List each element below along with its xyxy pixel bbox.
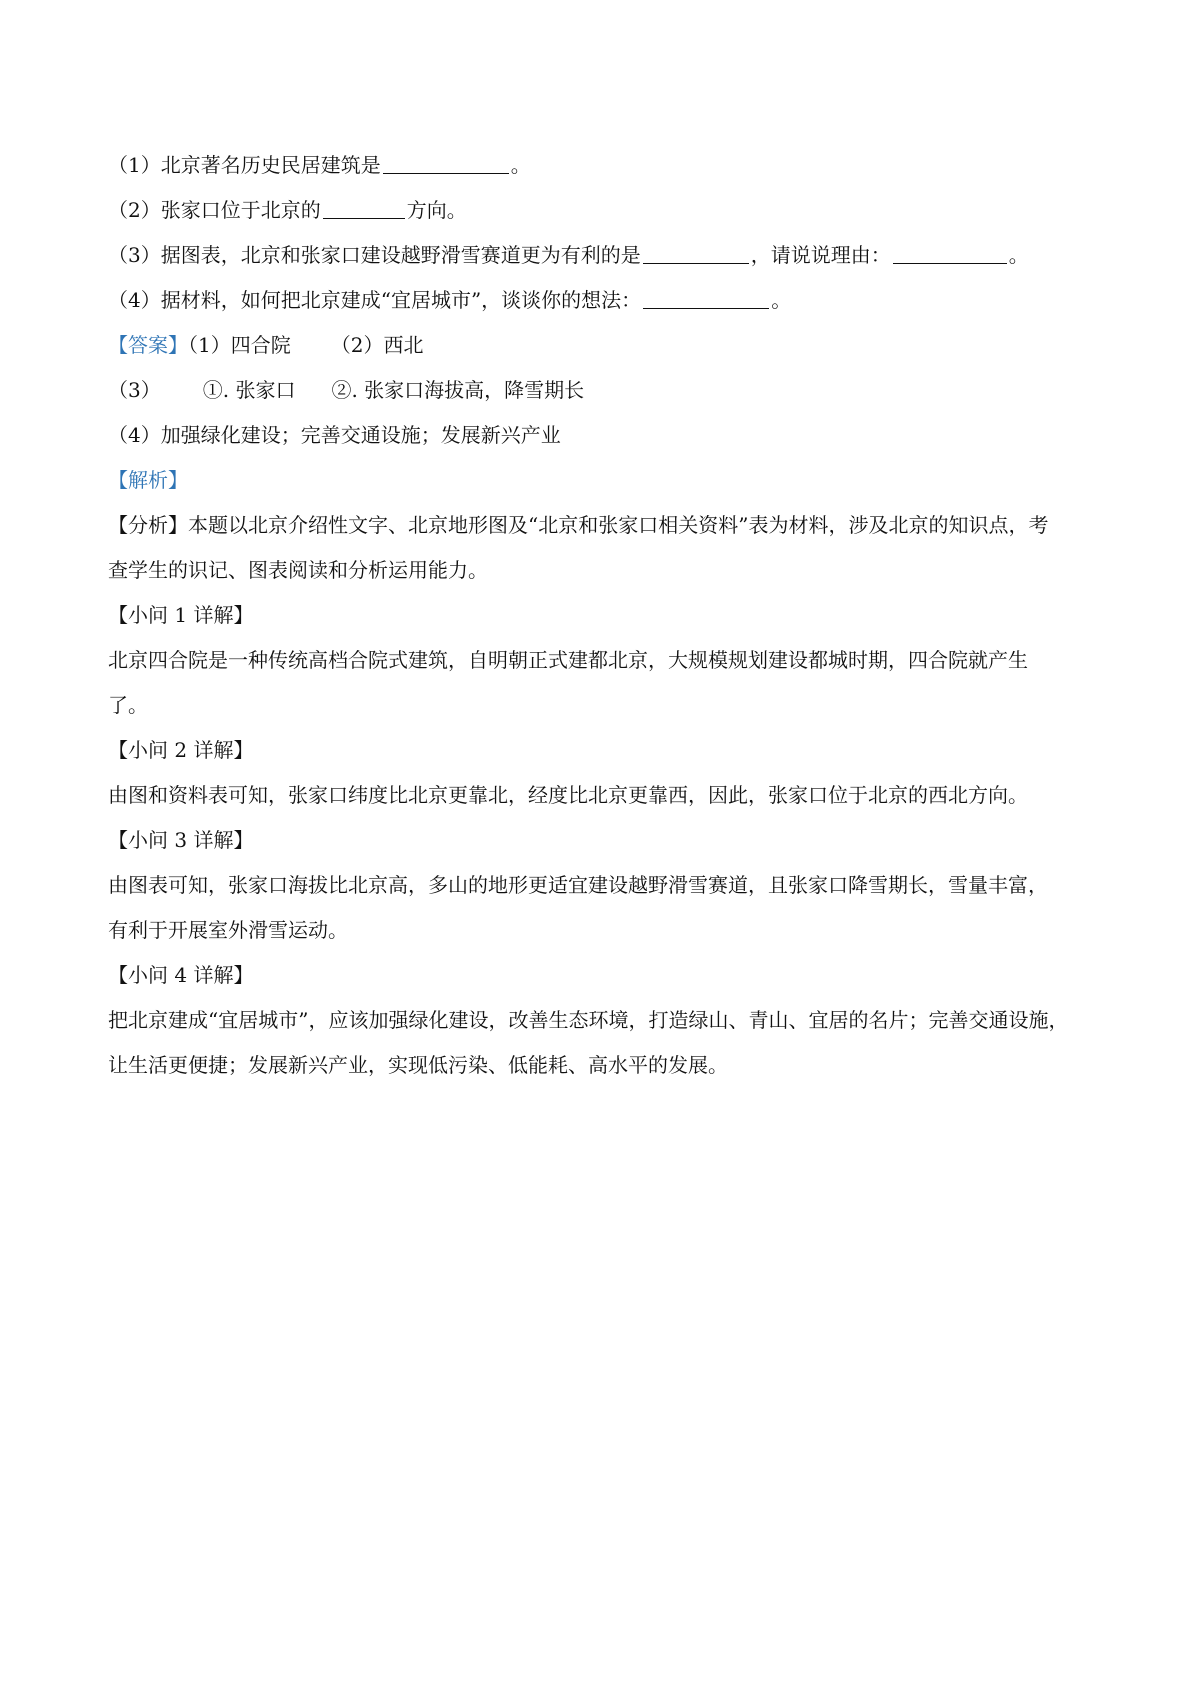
subquestion-4-title: 【小问 4 详解】 — [108, 963, 254, 987]
fenxi-line-2: 查学生的识记、图表阅读和分析运用能力。 — [108, 558, 488, 582]
question-4: （4）据材料，如何把北京建成“宜居城市”，谈谈你的想法： 。 — [108, 288, 792, 312]
answer-line-1 — [108, 330, 423, 360]
answer-blank-3b — [893, 243, 1007, 264]
answer-line-3 — [108, 375, 584, 405]
answer-1: （1）四合院 — [188, 333, 291, 357]
fenxi-line-1: 【分析】本题以北京介绍性文字、北京地形图及“北京和张家口相关资料”表为材料，涉及北京的知识点，考 — [108, 513, 1049, 537]
answer-blank-3a — [643, 243, 749, 264]
subquestion-3-title: 【小问 3 详解】 — [108, 828, 254, 852]
answer-blank-1 — [383, 153, 509, 174]
question-2-text: （2）张家口位于北京的 — [108, 198, 321, 222]
subquestion-4-line-2: 让生活更便捷；发展新兴产业，实现低污染、低能耗、高水平的发展。 — [108, 1053, 728, 1077]
subquestion-2-line-1: 由图和资料表可知，张家口纬度比北京更靠北，经度比北京更靠西，因此，张家口位于北京的西北方向。 — [108, 783, 1028, 807]
subquestion-1-line-1: 北京四合院是一种传统高档合院式建筑，自明朝正式建都北京，大规模规划建设都城时期，四合院就产生 — [108, 648, 1028, 672]
answer-3-part-2: ②. 张家口海拔高，降雪期长 — [331, 378, 585, 402]
answer-3-part-1: ①. 张家口 — [202, 378, 296, 402]
answer-3-prefix: （3） — [108, 378, 161, 402]
analysis-label: 【解析】 — [108, 468, 188, 492]
question-3: （3）据图表，北京和张家口建设越野滑雪赛道更为有利的是 ，请说说理由： 。 — [108, 243, 1029, 267]
answer-blank-4 — [643, 288, 769, 309]
subquestion-2-title: 【小问 2 详解】 — [108, 738, 254, 762]
answer-line-4 — [108, 420, 561, 450]
answer-2: （2）西北 — [330, 333, 424, 357]
answer-label: 【答案】 — [108, 333, 188, 357]
question-2: （2）张家口位于北京的 方向。 — [108, 198, 467, 222]
answer-4: （4）加强绿化建设；完善交通设施；发展新兴产业 — [108, 423, 561, 447]
subquestion-1-title: 【小问 1 详解】 — [108, 603, 254, 627]
question-4-text: （4）据材料，如何把北京建成“宜居城市”，谈谈你的想法： — [108, 288, 642, 312]
question-1-text: （1）北京著名历史民居建筑是 — [108, 153, 381, 177]
subquestion-4-line-1: 把北京建成“宜居城市”，应该加强绿化建设，改善生态环境，打造绿山、青山、宜居的名片；完善交通设施， — [108, 1008, 1069, 1032]
question-1: （1）北京著名历史民居建筑是 。 — [108, 153, 531, 177]
question-3-text: （3）据图表，北京和张家口建设越野滑雪赛道更为有利的是 — [108, 243, 641, 267]
subquestion-3-line-1: 由图表可知，张家口海拔比北京高，多山的地形更适宜建设越野滑雪赛道，且张家口降雪期长，雪量丰富， — [108, 873, 1048, 897]
subquestion-1-line-2: 了。 — [108, 693, 148, 717]
subquestion-3-line-2: 有利于开展室外滑雪运动。 — [108, 918, 348, 942]
answer-blank-2 — [323, 198, 405, 219]
